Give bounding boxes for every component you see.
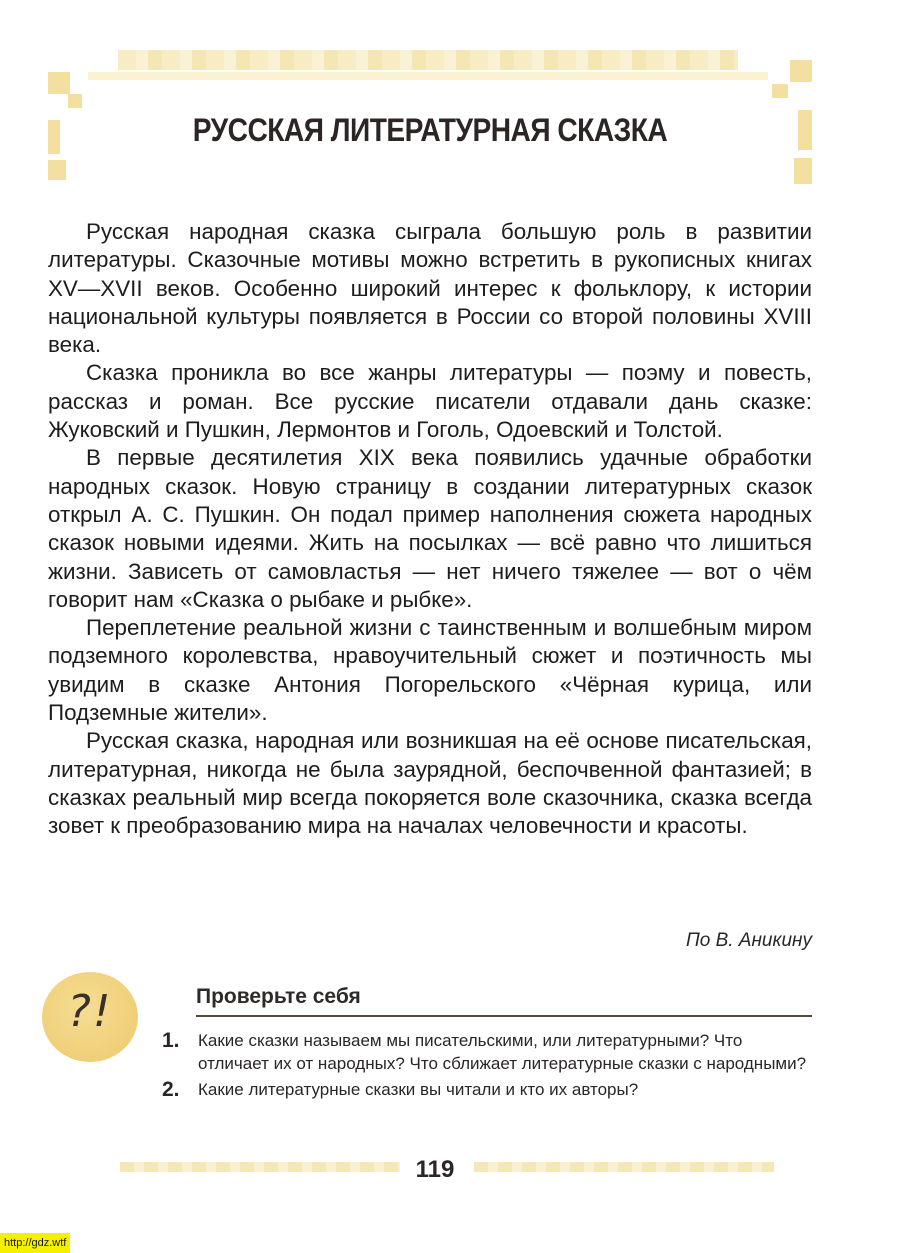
question-number: 1. — [162, 1029, 180, 1052]
paragraph: Переплетение реальной жизни с таинственным и волшебным миром подземного королевства, нравоучительный сюжет и поэтичность мы увидим в сказке Антония Погорельского «Чёрная курица, или Подземные жители». — [48, 615, 812, 726]
ornament-band-top-inner — [88, 72, 768, 80]
ornament-square-left-low — [48, 160, 66, 180]
question-list — [160, 1030, 812, 1102]
ornament-bar-left — [48, 120, 60, 154]
ornament-square-right — [772, 84, 788, 98]
ornament-corner-top-right — [790, 60, 812, 82]
question-text: Какие литературные сказки вы читали и кто их авторы? — [198, 1080, 639, 1099]
question-item — [160, 1079, 812, 1102]
paragraph: Русская сказка, народная или возникшая на её основе писательская, литературная, никогда не была заурядной, беспочвенной фантазией; в сказках реальный мир всегда покоряется воле сказочника, сказка всегда зовет к преобразованию мира на началах человечности и красоты. — [48, 728, 812, 839]
watermark-link[interactable]: http://gdz.wtf — [0, 1233, 70, 1253]
ornament-bar-right — [798, 110, 812, 150]
badge-text: ?! — [67, 986, 113, 1037]
question-item — [160, 1030, 812, 1075]
question-badge-icon — [42, 972, 138, 1062]
page-title: РУССКАЯ ЛИТЕРАТУРНАЯ СКАЗКА — [192, 112, 668, 148]
title-banner — [48, 50, 812, 200]
ornament-square-right-low — [794, 158, 812, 184]
ornament-corner-top-left — [48, 72, 70, 94]
paragraph: Сказка проникла во все жанры литературы — поэму и повесть, рассказ и роман. Все русские писатели отдавали дань сказке: Жуковский и Пушкин, Лермонтов и Гоголь, Одоевский и Толстой. — [48, 360, 812, 443]
ornament-band-footer-right — [474, 1162, 774, 1172]
ornament-band-footer-left — [120, 1162, 400, 1172]
section-divider — [196, 1015, 812, 1017]
article-body — [48, 218, 812, 841]
paragraph: В первые десятилетия XIX века появились удачные обработки народных сказок. Новую страницу в создании литературных сказок открыл А. С. Пушкин. Он подал пример наполнения сюжета народных сказок новыми идеями. Жить на посылках — всё равно что лишиться жизни. Зависеть от самовластья — нет ничего тяжелее — вот о чём говорит нам «Сказка о рыбаке и рыбке». — [48, 445, 812, 612]
section-title: Проверьте себя — [196, 985, 361, 1008]
paragraph: Русская народная сказка сыграла большую роль в развитии литературы. Сказочные мотивы можно встретить в рукописных книгах XV—XVII веков. Особенно широкий интерес к фольклору, к истории национальной культуры появляется в России со второй половины XVIII века. — [48, 219, 812, 358]
author-signature: По В. Аникину — [685, 930, 812, 951]
ornament-band-top — [118, 50, 738, 70]
page-number: 119 — [415, 1156, 455, 1183]
ornament-square-left — [68, 94, 82, 108]
question-text: Какие сказки называем мы писательскими, или литературными? Что отличает их от народных? Что сближает литературные сказки с народными? — [198, 1031, 807, 1073]
question-number: 2. — [162, 1078, 180, 1101]
